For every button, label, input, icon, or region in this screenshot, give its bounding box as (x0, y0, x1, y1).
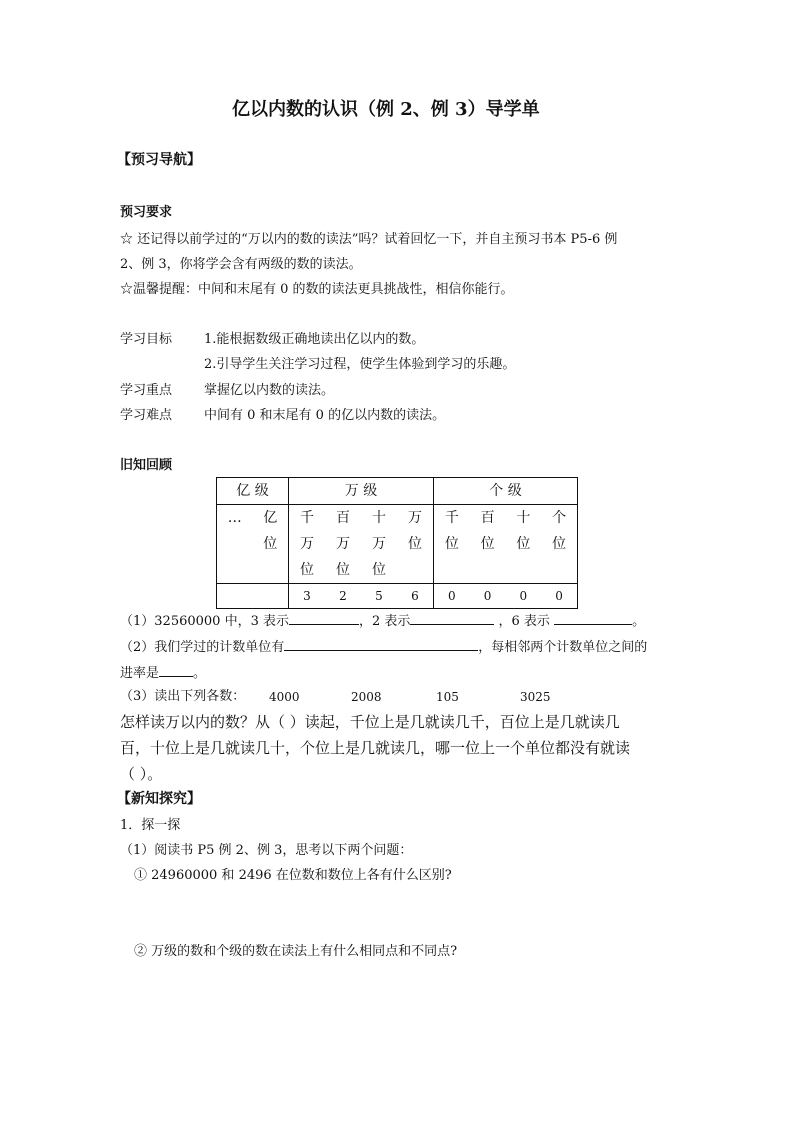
goal-label: 学习目标 (120, 332, 173, 347)
wan-digit: 2 (339, 589, 347, 603)
wan-digit: 5 (375, 589, 383, 603)
wan-place-char: 百 (336, 510, 350, 526)
ge-digit: 0 (555, 589, 563, 603)
yi-place-char: 位 (263, 536, 278, 552)
number-grade-table (216, 477, 578, 609)
q3-number: 105 (436, 690, 459, 704)
wan-place-char: 万 (336, 536, 350, 552)
page-title: 亿以内数的认识（例 2、例 3）导学单 (232, 99, 540, 120)
wan-place-char: 十 (372, 510, 386, 526)
how-to-read-line-1: 怎样读万以内的数？从（ ）读起，千位上是几就读几千，百位上是几就读几 (120, 713, 620, 731)
key-point-label: 学习重点 (120, 383, 173, 398)
answer-blank[interactable] (284, 638, 478, 651)
answer-blank[interactable] (159, 664, 193, 677)
group-ge-header: 个 级 (434, 478, 578, 505)
question-1: （1）32560000 中，3 表示 ，2 表示 ，6 表示 。 (120, 614, 646, 629)
answer-blank[interactable] (410, 612, 494, 625)
section-preview-nav: 【预习导航】 (117, 152, 201, 168)
ge-place-char: 位 (552, 536, 567, 552)
difficulty-label: 学习难点 (120, 408, 173, 423)
how-to-read-line-2: 百，十位上是几就读几十，个位上是几就读几，哪一位上一个单位都没有就读 (120, 739, 631, 757)
question-2: （2）我们学过的计数单位有 ，每相邻两个计数单位之间的 (120, 640, 648, 655)
ge-place-char: 位 (480, 536, 495, 552)
wan-place-char: 位 (372, 562, 386, 578)
ge-digit: 0 (448, 589, 456, 603)
question-3-label: （3）读出下列各数： (120, 689, 246, 704)
wan-place-char: 万 (300, 536, 314, 552)
group-yi-header: 亿 级 (217, 478, 289, 505)
explore-step-1: 1．探一探 (120, 818, 181, 833)
answer-blank[interactable] (554, 612, 632, 625)
answer-blank[interactable] (289, 612, 359, 625)
ge-digit: 0 (483, 589, 492, 603)
wan-place-cell (289, 505, 434, 584)
ge-digit-cell (434, 584, 578, 609)
ellipsis-mark: … (227, 510, 242, 526)
explore-item-1: ① 24960000 和 2496 在位数和数位上各有什么区别? (134, 868, 452, 883)
ge-place-char: 位 (444, 536, 459, 552)
how-to-read-line-3: （ ）。 (120, 765, 163, 783)
yi-place-char: 亿 (263, 510, 278, 526)
preview-requirement-line-1: ☆ 还记得以前学过的“万以内的数的读法”吗？试着回忆一下，并自主预习书本 P5-6 例 (120, 232, 618, 247)
ge-place-char: 百 (480, 510, 495, 526)
wan-place-char: 位 (408, 536, 422, 552)
question-2-continued: 进率是 。 (120, 666, 207, 681)
ge-place-char: 个 (552, 510, 567, 526)
yi-digit-cell (217, 584, 289, 609)
ge-place-char: 十 (516, 510, 531, 526)
preview-requirements-heading: 预习要求 (120, 205, 173, 220)
wan-digit: 6 (411, 589, 419, 603)
wan-digit-cell (289, 584, 434, 609)
group-wan-header: 万 级 (289, 478, 434, 505)
section-review: 旧知回顾 (120, 458, 173, 473)
preview-requirement-line-2: 2、例 3，你将学会含有两级的数的读法。 (120, 257, 362, 272)
wan-place-char: 万 (372, 536, 386, 552)
key-point-text: 掌握亿以内数的读法。 (204, 383, 335, 398)
q3-number: 2008 (351, 690, 382, 704)
goal-item-1: 1.能根据数级正确地读出亿以内的数。 (204, 332, 425, 347)
section-new-knowledge: 【新知探究】 (117, 791, 201, 807)
ge-place-char: 位 (516, 536, 531, 552)
wan-place-char: 千 (300, 510, 314, 526)
goal-item-2: 2.引导学生关注学习过程，使学生体验到学习的乐趣。 (204, 357, 516, 372)
ge-place-char: 千 (444, 510, 459, 526)
preview-tip: ☆温馨提醒：中间和末尾有 0 的数的读法更具挑战性，相信你能行。 (120, 282, 514, 297)
difficulty-text: 中间有 0 和末尾有 0 的亿以内数的读法。 (204, 408, 446, 423)
wan-place-char: 万 (408, 510, 422, 526)
explore-item-2: ② 万级的数和个级的数在读法上有什么相同点和不同点? (134, 944, 458, 959)
yi-place-cell (217, 505, 289, 584)
wan-place-char: 位 (300, 562, 314, 578)
q3-number: 4000 (269, 690, 300, 704)
explore-sub-1: （1）阅读书 P5 例 2、例 3，思考以下两个问题： (120, 843, 413, 858)
wan-place-char: 位 (336, 562, 350, 578)
ge-digit: 0 (519, 589, 528, 603)
q3-number: 3025 (520, 690, 551, 704)
ge-place-cell (434, 505, 578, 584)
wan-digit: 3 (303, 589, 311, 603)
